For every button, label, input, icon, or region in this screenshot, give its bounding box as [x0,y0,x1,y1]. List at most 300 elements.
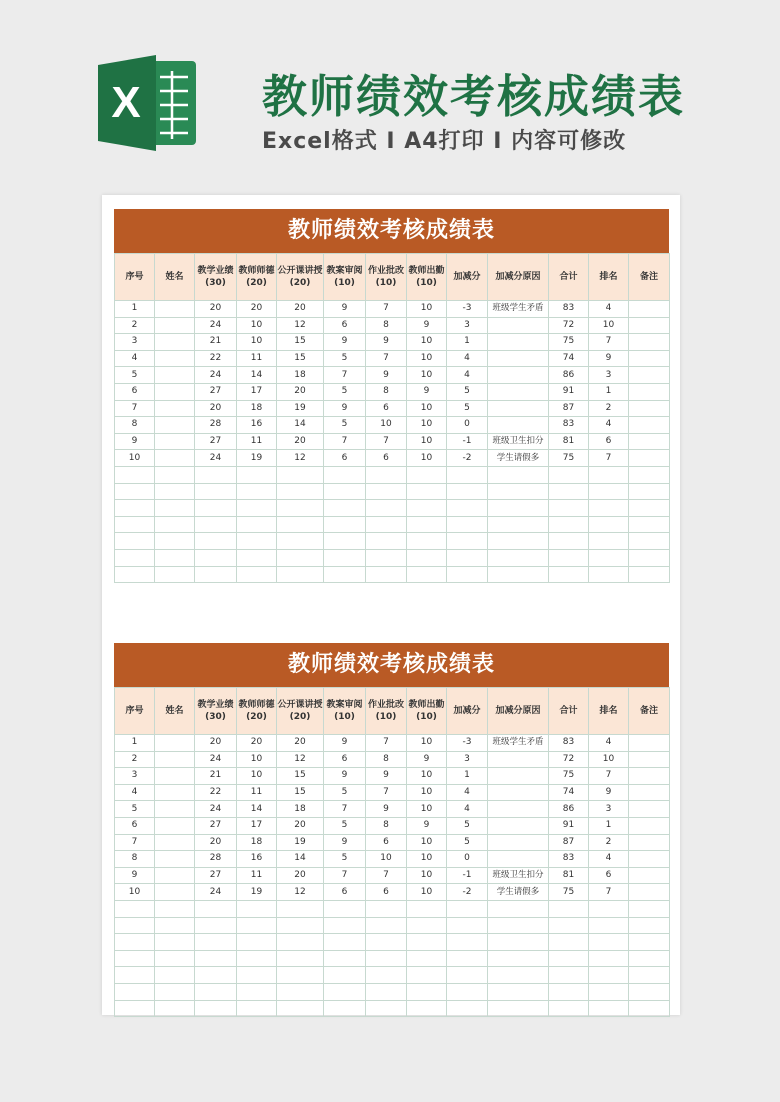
empty-cell[interactable] [366,1000,407,1017]
table-cell[interactable]: 10 [407,784,447,801]
empty-cell[interactable] [549,483,589,500]
empty-cell[interactable] [447,950,488,967]
table-cell[interactable]: 20 [195,400,237,417]
empty-cell[interactable] [195,1000,237,1017]
table-cell[interactable]: 4 [447,367,488,384]
empty-cell[interactable] [488,967,549,984]
table-cell[interactable]: 22 [195,350,237,367]
empty-cell[interactable] [155,934,195,951]
table-cell[interactable]: 9 [324,400,366,417]
table-cell[interactable]: 24 [195,751,237,768]
table-cell[interactable]: 20 [277,301,324,318]
table-cell[interactable]: 6 [324,751,366,768]
empty-cell[interactable] [366,500,407,517]
table-cell[interactable]: 14 [277,417,324,434]
table-cell[interactable] [155,751,195,768]
table-cell[interactable] [155,317,195,334]
table-cell[interactable]: 6 [115,817,155,834]
table-cell[interactable]: 16 [237,417,277,434]
table-cell[interactable]: 11 [237,350,277,367]
table-cell[interactable]: 9 [366,367,407,384]
table-cell[interactable]: -2 [447,450,488,467]
table-cell[interactable]: 15 [277,768,324,785]
empty-cell[interactable] [366,900,407,917]
table-cell[interactable]: 12 [277,450,324,467]
table-cell[interactable]: 75 [549,450,589,467]
empty-cell[interactable] [115,533,155,550]
table-cell[interactable] [629,400,670,417]
table-cell[interactable] [155,884,195,901]
table-cell[interactable]: 24 [195,450,237,467]
table-cell[interactable] [488,768,549,785]
table-cell[interactable]: 7 [366,301,407,318]
table-cell[interactable]: 21 [195,768,237,785]
table-cell[interactable]: 1 [115,735,155,752]
empty-cell[interactable] [549,967,589,984]
table-cell[interactable]: 86 [549,367,589,384]
table-cell[interactable]: 学生请假多 [488,450,549,467]
table-cell[interactable]: 14 [277,851,324,868]
table-cell[interactable]: 10 [407,834,447,851]
table-cell[interactable]: 9 [324,301,366,318]
table-cell[interactable]: 20 [237,735,277,752]
empty-cell[interactable] [629,900,670,917]
empty-cell[interactable] [407,900,447,917]
empty-cell[interactable] [237,983,277,1000]
table-cell[interactable]: 4 [589,851,629,868]
empty-cell[interactable] [366,934,407,951]
table-cell[interactable]: 83 [549,851,589,868]
table-cell[interactable]: 10 [407,433,447,450]
table-cell[interactable]: 5 [324,784,366,801]
table-cell[interactable]: 9 [589,350,629,367]
table-cell[interactable]: 75 [549,334,589,351]
table-cell[interactable]: 8 [366,383,407,400]
empty-cell[interactable] [589,500,629,517]
table-cell[interactable]: 20 [277,735,324,752]
table-cell[interactable] [155,450,195,467]
table-cell[interactable] [155,817,195,834]
table-cell[interactable]: 3 [115,334,155,351]
table-cell[interactable]: 22 [195,784,237,801]
table-cell[interactable]: 9 [366,768,407,785]
table-cell[interactable] [629,383,670,400]
table-cell[interactable]: 14 [237,801,277,818]
table-cell[interactable]: -3 [447,301,488,318]
table-cell[interactable] [488,417,549,434]
table-cell[interactable] [488,851,549,868]
empty-cell[interactable] [155,967,195,984]
empty-cell[interactable] [366,516,407,533]
empty-cell[interactable] [407,1000,447,1017]
empty-cell[interactable] [277,900,324,917]
table-cell[interactable] [629,317,670,334]
table-cell[interactable] [488,350,549,367]
empty-cell[interactable] [115,934,155,951]
table-cell[interactable]: 6 [589,867,629,884]
table-cell[interactable]: 14 [237,367,277,384]
table-cell[interactable]: 20 [195,301,237,318]
table-cell[interactable] [629,801,670,818]
table-cell[interactable] [488,801,549,818]
table-cell[interactable]: 10 [115,884,155,901]
table-cell[interactable]: 2 [589,834,629,851]
empty-cell[interactable] [324,900,366,917]
table-cell[interactable]: 5 [447,400,488,417]
empty-cell[interactable] [589,533,629,550]
table-cell[interactable]: 班级卫生扣分 [488,433,549,450]
table-cell[interactable] [629,301,670,318]
table-cell[interactable]: 8 [366,317,407,334]
empty-cell[interactable] [447,934,488,951]
table-cell[interactable]: 1 [447,334,488,351]
empty-cell[interactable] [629,500,670,517]
empty-cell[interactable] [447,549,488,566]
empty-cell[interactable] [629,516,670,533]
empty-cell[interactable] [488,500,549,517]
table-cell[interactable] [629,433,670,450]
table-cell[interactable]: 11 [237,867,277,884]
table-cell[interactable]: 75 [549,884,589,901]
table-cell[interactable]: 10 [366,851,407,868]
table-cell[interactable]: 18 [277,801,324,818]
empty-cell[interactable] [237,516,277,533]
table-cell[interactable]: 班级卫生扣分 [488,867,549,884]
table-cell[interactable]: 74 [549,784,589,801]
empty-cell[interactable] [277,516,324,533]
table-cell[interactable]: 6 [366,884,407,901]
empty-cell[interactable] [237,950,277,967]
table-cell[interactable]: 7 [366,433,407,450]
empty-cell[interactable] [589,983,629,1000]
table-cell[interactable]: 87 [549,834,589,851]
table-cell[interactable] [155,834,195,851]
empty-cell[interactable] [324,483,366,500]
table-cell[interactable]: 24 [195,801,237,818]
table-cell[interactable]: 81 [549,867,589,884]
table-cell[interactable]: 1 [115,301,155,318]
empty-cell[interactable] [277,934,324,951]
table-cell[interactable]: 8 [115,417,155,434]
empty-cell[interactable] [407,934,447,951]
table-cell[interactable]: 5 [324,350,366,367]
table-cell[interactable]: -1 [447,433,488,450]
table-cell[interactable]: 6 [115,383,155,400]
table-cell[interactable]: 74 [549,350,589,367]
table-cell[interactable]: 18 [237,834,277,851]
table-cell[interactable]: 86 [549,801,589,818]
table-cell[interactable]: 91 [549,383,589,400]
empty-cell[interactable] [324,549,366,566]
empty-cell[interactable] [366,917,407,934]
empty-cell[interactable] [115,500,155,517]
table-cell[interactable]: 10 [407,867,447,884]
empty-cell[interactable] [115,983,155,1000]
empty-cell[interactable] [277,533,324,550]
table-cell[interactable]: 7 [324,867,366,884]
empty-cell[interactable] [277,1000,324,1017]
table-cell[interactable]: 班级学生矛盾 [488,301,549,318]
table-cell[interactable] [488,317,549,334]
empty-cell[interactable] [195,516,237,533]
empty-cell[interactable] [589,549,629,566]
table-cell[interactable] [488,834,549,851]
table-cell[interactable]: 24 [195,884,237,901]
table-cell[interactable]: 5 [324,383,366,400]
table-cell[interactable]: 81 [549,433,589,450]
empty-cell[interactable] [447,967,488,984]
empty-cell[interactable] [488,983,549,1000]
table-cell[interactable]: 10 [407,350,447,367]
table-cell[interactable]: 5 [447,383,488,400]
table-cell[interactable]: 72 [549,317,589,334]
empty-cell[interactable] [324,466,366,483]
table-cell[interactable]: 7 [589,450,629,467]
empty-cell[interactable] [277,950,324,967]
empty-cell[interactable] [115,900,155,917]
table-cell[interactable]: 9 [407,317,447,334]
table-cell[interactable]: 8 [366,817,407,834]
table-cell[interactable]: 10 [407,801,447,818]
table-cell[interactable] [155,383,195,400]
empty-cell[interactable] [589,566,629,583]
table-cell[interactable]: 12 [277,751,324,768]
empty-cell[interactable] [195,566,237,583]
table-cell[interactable]: 9 [366,334,407,351]
empty-cell[interactable] [366,950,407,967]
table-cell[interactable]: 10 [407,334,447,351]
table-cell[interactable]: 6 [324,317,366,334]
empty-cell[interactable] [549,934,589,951]
table-cell[interactable] [155,400,195,417]
table-cell[interactable]: 72 [549,751,589,768]
table-cell[interactable]: 8 [115,851,155,868]
table-cell[interactable]: -2 [447,884,488,901]
table-cell[interactable]: -3 [447,735,488,752]
table-cell[interactable]: 9 [407,751,447,768]
empty-cell[interactable] [324,950,366,967]
table-cell[interactable]: 5 [324,417,366,434]
table-cell[interactable]: 27 [195,867,237,884]
empty-cell[interactable] [277,466,324,483]
table-cell[interactable]: 10 [237,768,277,785]
empty-cell[interactable] [366,483,407,500]
table-cell[interactable] [629,751,670,768]
table-cell[interactable]: 83 [549,301,589,318]
table-cell[interactable]: 6 [589,433,629,450]
table-cell[interactable]: 27 [195,817,237,834]
table-cell[interactable]: 9 [324,768,366,785]
empty-cell[interactable] [155,516,195,533]
table-cell[interactable] [155,851,195,868]
table-cell[interactable]: 1 [447,768,488,785]
table-cell[interactable]: 10 [407,851,447,868]
empty-cell[interactable] [549,900,589,917]
table-cell[interactable]: 7 [115,400,155,417]
empty-cell[interactable] [155,566,195,583]
table-cell[interactable] [629,367,670,384]
table-cell[interactable] [488,784,549,801]
empty-cell[interactable] [488,483,549,500]
empty-cell[interactable] [155,549,195,566]
table-cell[interactable]: 10 [407,884,447,901]
table-cell[interactable] [629,884,670,901]
table-cell[interactable] [629,784,670,801]
empty-cell[interactable] [155,1000,195,1017]
table-cell[interactable]: 9 [407,817,447,834]
table-cell[interactable]: 27 [195,433,237,450]
empty-cell[interactable] [155,466,195,483]
empty-cell[interactable] [549,500,589,517]
table-cell[interactable]: 10 [407,367,447,384]
empty-cell[interactable] [277,983,324,1000]
table-cell[interactable]: 28 [195,851,237,868]
empty-cell[interactable] [324,516,366,533]
empty-cell[interactable] [629,533,670,550]
table-cell[interactable]: 83 [549,417,589,434]
empty-cell[interactable] [488,934,549,951]
table-cell[interactable]: 3 [589,367,629,384]
empty-cell[interactable] [407,549,447,566]
table-cell[interactable]: 18 [277,367,324,384]
table-cell[interactable]: 19 [237,450,277,467]
empty-cell[interactable] [589,1000,629,1017]
table-cell[interactable]: 87 [549,400,589,417]
empty-cell[interactable] [447,466,488,483]
table-cell[interactable]: -1 [447,867,488,884]
empty-cell[interactable] [629,1000,670,1017]
table-cell[interactable]: 8 [366,751,407,768]
empty-cell[interactable] [366,466,407,483]
table-cell[interactable]: 9 [324,334,366,351]
empty-cell[interactable] [488,566,549,583]
empty-cell[interactable] [549,549,589,566]
table-cell[interactable]: 7 [324,801,366,818]
table-cell[interactable]: 10 [237,751,277,768]
table-cell[interactable]: 15 [277,350,324,367]
table-cell[interactable]: 9 [324,735,366,752]
empty-cell[interactable] [629,967,670,984]
empty-cell[interactable] [277,967,324,984]
empty-cell[interactable] [324,566,366,583]
table-cell[interactable]: 27 [195,383,237,400]
table-cell[interactable]: 10 [407,400,447,417]
table-cell[interactable] [488,400,549,417]
empty-cell[interactable] [629,483,670,500]
empty-cell[interactable] [155,483,195,500]
empty-cell[interactable] [407,516,447,533]
empty-cell[interactable] [155,983,195,1000]
table-cell[interactable] [629,867,670,884]
empty-cell[interactable] [277,500,324,517]
table-cell[interactable]: 21 [195,334,237,351]
empty-cell[interactable] [488,516,549,533]
empty-cell[interactable] [115,466,155,483]
empty-cell[interactable] [629,917,670,934]
table-cell[interactable] [155,301,195,318]
table-cell[interactable]: 2 [589,400,629,417]
empty-cell[interactable] [549,566,589,583]
empty-cell[interactable] [447,533,488,550]
table-cell[interactable]: 0 [447,851,488,868]
table-cell[interactable]: 4 [115,784,155,801]
table-cell[interactable] [629,817,670,834]
table-cell[interactable]: 9 [115,867,155,884]
empty-cell[interactable] [447,1000,488,1017]
table-cell[interactable] [629,735,670,752]
table-cell[interactable]: 10 [407,735,447,752]
empty-cell[interactable] [195,917,237,934]
table-cell[interactable]: 3 [115,768,155,785]
table-cell[interactable]: 4 [447,801,488,818]
table-cell[interactable]: 15 [277,784,324,801]
empty-cell[interactable] [447,516,488,533]
table-cell[interactable]: 6 [366,400,407,417]
table-cell[interactable] [629,417,670,434]
empty-cell[interactable] [549,983,589,1000]
empty-cell[interactable] [115,566,155,583]
empty-cell[interactable] [195,983,237,1000]
empty-cell[interactable] [407,500,447,517]
table-cell[interactable]: 5 [115,801,155,818]
table-cell[interactable]: 7 [589,884,629,901]
table-cell[interactable] [488,751,549,768]
table-cell[interactable]: 1 [589,817,629,834]
table-cell[interactable] [155,433,195,450]
empty-cell[interactable] [237,934,277,951]
empty-cell[interactable] [407,950,447,967]
table-cell[interactable]: 10 [589,317,629,334]
empty-cell[interactable] [629,934,670,951]
empty-cell[interactable] [549,516,589,533]
table-cell[interactable]: 12 [277,317,324,334]
table-cell[interactable]: 19 [237,884,277,901]
empty-cell[interactable] [589,934,629,951]
table-cell[interactable]: 10 [407,450,447,467]
table-cell[interactable]: 20 [277,383,324,400]
empty-cell[interactable] [629,983,670,1000]
table-cell[interactable]: 4 [447,350,488,367]
empty-cell[interactable] [366,549,407,566]
empty-cell[interactable] [324,983,366,1000]
table-cell[interactable]: 4 [115,350,155,367]
table-cell[interactable]: 3 [447,317,488,334]
empty-cell[interactable] [195,533,237,550]
table-cell[interactable]: 10 [237,334,277,351]
table-cell[interactable] [155,801,195,818]
empty-cell[interactable] [488,549,549,566]
table-cell[interactable] [155,367,195,384]
empty-cell[interactable] [447,900,488,917]
table-cell[interactable]: 7 [324,367,366,384]
empty-cell[interactable] [237,967,277,984]
table-cell[interactable]: 9 [366,801,407,818]
empty-cell[interactable] [115,516,155,533]
table-cell[interactable] [488,817,549,834]
table-cell[interactable]: 17 [237,817,277,834]
empty-cell[interactable] [324,1000,366,1017]
table-cell[interactable]: 5 [447,834,488,851]
table-cell[interactable]: 5 [115,367,155,384]
table-cell[interactable]: 15 [277,334,324,351]
empty-cell[interactable] [195,950,237,967]
empty-cell[interactable] [549,533,589,550]
empty-cell[interactable] [407,967,447,984]
empty-cell[interactable] [277,549,324,566]
empty-cell[interactable] [589,917,629,934]
empty-cell[interactable] [115,483,155,500]
empty-cell[interactable] [237,500,277,517]
